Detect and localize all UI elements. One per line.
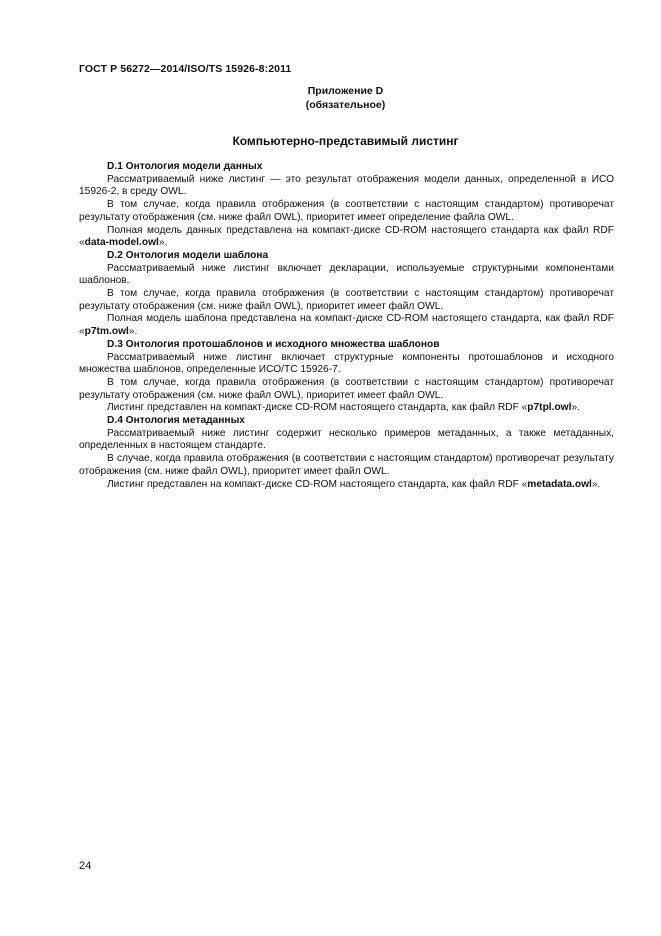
file-name: data-model.owl: [84, 237, 159, 249]
paragraph: В случае, когда правила отображения (в соответствии с настоящим стандартом) противоречат результату отображения (см. ниже файл OWL), приоритет имеет файл OWL.: [79, 453, 614, 477]
page-number: 24: [79, 860, 92, 872]
file-prefix: Полная модель данных представлена на компакт-диске CD-ROM настоящего стандарта как файл RDF «: [79, 224, 614, 249]
file-paragraph: [79, 313, 614, 338]
paragraph: Рассматриваемый ниже листинг содержит несколько примеров метаданных, а также метаданных, определенных в настоящем стандарте.: [79, 427, 614, 452]
paragraph: Рассматриваемый ниже листинг включает структурные компоненты протошаблонов и исходного множества шаблонов, определенные ИСО/ТС 15926-7.: [79, 351, 614, 376]
annex-block: [0, 84, 661, 112]
file-paragraph: [79, 225, 614, 250]
section-heading: D.1 Онтология модели данных: [107, 161, 263, 172]
file-name: metadata.owl: [527, 478, 592, 490]
file-paragraph: [79, 479, 614, 492]
paragraph: Рассматриваемый ниже листинг включает декларации, используемые структурными компонентами шаблонов.: [79, 262, 614, 287]
paragraph: В том случае, когда правила отображения (в соответствии с настоящим стандартом) противоречат результату отображения (см. ниже файл OWL), приоритет имеет определение файла OWL.: [79, 199, 614, 223]
paragraph: Рассматриваемый ниже листинг — это результат отображения модели данных, определенной в ИСО 15926-2, в среду OWL.: [79, 173, 614, 198]
paragraph: В том случае, когда правила отображения (в соответствии с настоящим стандартом) противоречат результату отображения (см. ниже файл OWL), приоритет имеет файл OWL.: [79, 376, 614, 401]
file-suffix: ».: [591, 478, 601, 490]
standard-header: ГОСТ Р 56272—2014/ISO/TS 15926-8:2011: [79, 63, 292, 75]
annex-title: Компьютерно-представимый листинг: [232, 134, 459, 148]
file-suffix: ».: [571, 402, 580, 414]
file-name: p7tpl.owl: [527, 402, 572, 414]
file-prefix: Листинг представлен на компакт-диске CD-ROM настоящего стандарта, как файл RDF «: [107, 402, 528, 414]
file-suffix: ».: [128, 326, 138, 338]
annex-body: [79, 161, 614, 491]
paragraph: В том случае, когда правила отображения (в соответствии с настоящим стандартом) противоречат результату отображения (см. ниже файл OWL), приоритет имеет файл OWL.: [79, 288, 614, 312]
file-prefix: Листинг представлен на компакт-диске CD-ROM настоящего стандарта, как файл RDF «: [107, 478, 528, 490]
section-heading: D.4 Онтология метаданных: [107, 415, 245, 427]
file-paragraph: [79, 402, 614, 415]
file-name: p7tm.owl: [84, 326, 129, 338]
file-suffix: ».: [158, 237, 168, 249]
section-heading: D.3 Онтология протошаблонов и исходного множества шаблонов: [107, 338, 440, 350]
file-prefix: Полная модель шаблона представлена на компакт-диске CD-ROM настоящего стандарта, как файл RDF «: [79, 313, 614, 338]
section-heading: D.2 Онтология модели шаблона: [107, 249, 269, 261]
annex-name: Приложение D: [307, 85, 384, 97]
annex-status: (обязательное): [305, 99, 386, 111]
